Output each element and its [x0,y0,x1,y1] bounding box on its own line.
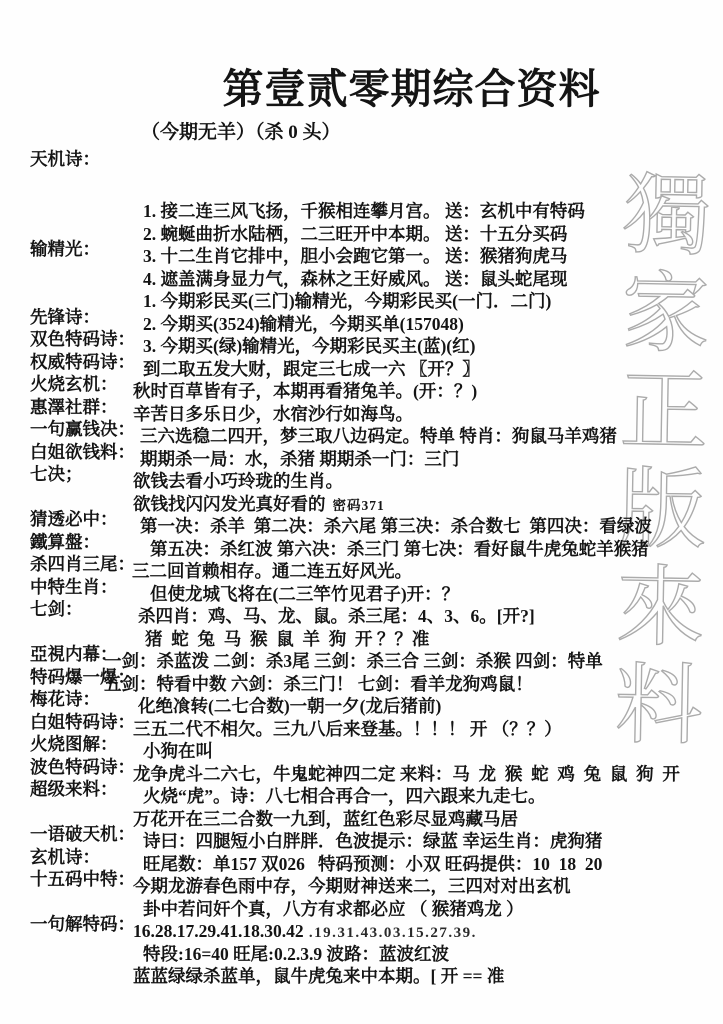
line-main: 诗曰：四腿短小白胖胖．色波提示：绿蓝 幸运生肖：虎狗猪 [143,831,603,851]
line-main: 到二取五发大财，跟定三七成一六 〖开？〗 [143,358,480,379]
doc-line [0,146,723,221]
line-main: 万花开在三二合数一九到，蓝红色彩尽显鸡藏马居 [133,808,518,829]
line-main: 特段:16=40 旺尾:0.2.3.9 波路：蓝波红波 [143,943,450,964]
line-main: 蓝蓝绿绿杀蓝单，鼠牛虎兔来中本期。[ 开 == 准 [133,966,505,986]
line-label: 波色特码诗： [30,756,135,777]
line-main: 4. 遮盖满身显力气，森林之王好威风。 送：鼠头蛇尾现 [143,268,568,289]
line-label: 天机诗： [30,149,100,169]
line-text [133,965,723,988]
watermark-text: 獨家正版來料 [600,167,709,757]
line-label: 一句解特码： [30,914,135,934]
line-label: 白姐特码诗： [30,711,135,732]
line-main: 杀四肖：鸡、马、龙、鼠。杀三尾：4、3、6。[开?] [138,606,535,626]
line-label: 中特生肖： [30,576,118,597]
line-main: 2. 蜿蜒曲折水陆栖，二三旺开中本期。 送：十五分买码 [143,223,568,244]
line-label: 猜透必中： [30,509,118,529]
line-tail: .19.31.43.03.15.27.39. [303,925,477,941]
line-main: 第五决：杀红波 第六决：杀三门 第七决：看好鼠牛虎兔蛇羊猴猪 [150,538,649,559]
line-label: 超级来料： [30,779,118,799]
line-main: 龙争虎斗二六七，牛鬼蛇神四二定 来料：马 龙 猴 蛇 鸡 兔 鼠 狗 开 [133,763,680,784]
line-main: 小狗在叫 [143,741,213,761]
line-main: 第一决：杀羊 第二决：杀六尾 第三决：杀合数七 第四决：看绿波 [140,516,652,536]
line-main: 辛苦日多乐日少，水宿沙行如海鸟。 [133,403,413,424]
line-label: 七决； [30,464,83,484]
line-label: 火烧图解： [30,734,118,754]
page-title: 第壹贰零期综合资料 [222,66,601,112]
line-label: 杀四肖三尾： [30,554,135,574]
line-main: 3. 今期买(绿)输精光，今期彩民买主(蓝)(红) [143,336,476,356]
line-label: 白姐欲钱料： [30,441,135,462]
document-body [0,146,723,986]
line-label: 双色特码诗： [30,329,135,349]
line-label: 十五码中特： [30,869,135,889]
line-main: 五剑：特看中数 六剑：杀三门！ 七剑：看羊龙狗鸡鼠！ [104,673,533,694]
line-main: 欲钱找闪闪发光真好看的 [133,493,326,514]
line-label: 七剑： [30,599,83,619]
line-label: 鐵算盤： [30,531,100,552]
line-main: 三二回首赖相存。通二连五好风光。 [132,561,412,581]
line-main: 猪 蛇 兔 马 猴 鼠 羊 狗 开 ？？准 [145,628,430,649]
line-label: 一句赢钱决： [30,419,135,439]
line-main: 1. 今期彩民买(三门)输精光，今期彩民买(一门．二门) [143,291,552,311]
line-label: 火烧玄机： [30,374,118,394]
line-label: 惠澤社群： [30,396,118,417]
line-label: 梅花诗： [30,689,100,709]
line-label: 亞視内幕： [30,644,118,664]
line-main: 16.28.17.29.41.18.30.42 [133,921,304,941]
line-main: 卦中若问奸个真，八方有求都必应 （ 猴猪鸡龙 ） [143,898,524,919]
line-label: 一语破天机： [30,824,135,844]
line-main: 化绝飡转(二七合数)一朝一夕(龙后猪前) [138,696,442,716]
line-small: 密码371 [332,497,385,513]
line-main: 三五二代不相欠。三九八后来登基。！！！ 开 （？？） [133,718,562,739]
line-label: 先锋诗： [30,306,100,327]
line-main: 秋时百草皆有子，本期再看猪兔羊。(开：？) [133,381,478,401]
line-main: 一剑：杀蓝泼 二剑：杀3尾 三剑：杀三合 三剑：杀猴 四剑：特单 [104,651,603,671]
line-main: 三六选稳二四开，梦三取八边码定。特单 特肖：狗鼠马羊鸡猪 [140,426,617,446]
line-main: 旺尾数：单157 双026 特码预测：小双 旺码提供：10 18 20 [143,853,603,874]
line-main: 3. 十二生肖它排中，胆小会跑它第一。 送：猴猪狗虎马 [143,246,568,266]
line-main: 1. 接二连三风飞扬，千猴相连攀月宫。 送：玄机中有特码 [143,201,585,221]
line-main: 火烧“虎”。诗：八七相合再合一，四六跟来九走七。 [143,786,546,806]
line-label: 玄机诗： [30,846,100,867]
line-label: 输精光： [30,239,100,259]
line-main: 今期龙游春色雨中存，今期财神送来二，三四对对出玄机 [133,876,571,896]
line-label: 特码爆一爆： [30,666,135,687]
line-main: 2. 今期买(3524)输精光，今期买单(157048) [143,313,464,334]
line-main: 欲钱去看小巧玲珑的生肖。 [133,471,343,491]
line-main: 但使龙城飞将在(二三竿竹见君子)开：？ [150,583,460,604]
line-main: 期期杀一局：水，杀猪 期期杀一门：三门 [140,448,460,469]
issue-subtitle: （今期无羊）（杀 0 头） [141,122,341,143]
line-label: 权威特码诗： [30,351,135,372]
